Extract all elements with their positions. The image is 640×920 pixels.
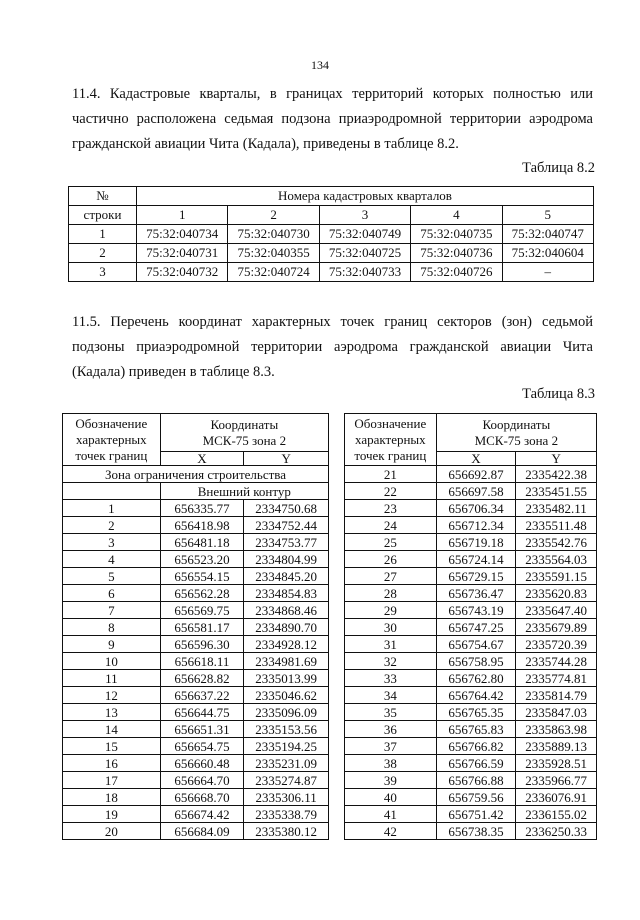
point-number-cell: 12 [63,687,161,704]
point-number-cell: 42 [345,823,437,840]
header-label-line: точек границ [75,447,148,463]
paragraph-line: подзоны приаэродромной территории аэродрома гражданской авиации Чита [72,339,593,355]
cadastral-quarters-table [68,186,594,282]
point-number-cell: 36 [345,721,437,738]
point-number-cell: 21 [345,466,437,483]
point-number-cell: 39 [345,772,437,789]
table-row [63,585,329,602]
point-number-cell: 41 [345,806,437,823]
y-coordinate-cell: 2334752.44 [244,517,329,534]
cadastral-quarter-cell: 75:32:040730 [228,225,319,244]
y-coordinate-cell: 2335482.11 [516,500,597,517]
y-coordinate-cell: 2335422.38 [516,466,597,483]
cadastral-quarter-cell: 75:32:040726 [411,263,502,282]
cadastral-quarter-cell: 75:32:040725 [319,244,410,263]
x-coordinate-cell: 656664.70 [160,772,244,789]
point-number-cell: 25 [345,534,437,551]
x-coordinate-cell: 656766.88 [436,772,516,789]
y-coordinate-cell: 2335744.28 [516,653,597,670]
point-number-cell: 22 [345,483,437,500]
table-row [345,483,597,500]
zone-title: Зона ограничения строительства [63,466,329,483]
cadastral-quarter-cell: 75:32:040355 [228,244,319,263]
point-number-cell: 31 [345,636,437,653]
table-row [345,738,597,755]
y-coordinate-cell: 2334890.70 [244,619,329,636]
table-row [63,534,329,551]
y-coordinate-cell: 2335814.79 [516,687,597,704]
table-row [345,534,597,551]
table-row [345,619,597,636]
table-row [345,789,597,806]
point-number-cell: 8 [63,619,161,636]
y-coordinate-cell: 2335153.56 [244,721,329,738]
table-row [69,244,594,263]
y-coordinate-cell: 2335013.99 [244,670,329,687]
x-coordinate-cell: 656628.82 [160,670,244,687]
header-group: Номера кадастровых кварталов [137,187,594,206]
table-row [63,636,329,653]
cadastral-quarter-cell: 75:32:040747 [502,225,593,244]
x-coordinate-cell: 656724.14 [436,551,516,568]
x-coordinate-cell: 656719.18 [436,534,516,551]
table-row [63,738,329,755]
point-number-cell: 32 [345,653,437,670]
header-label-line: МСК-75 зона 2 [202,432,287,448]
paragraph-line: 11.4. Кадастровые кварталы, в границах территорий которых полностью или [72,86,593,102]
paragraph-line: 11.5. Перечень координат характерных точек границ секторов (зон) седьмой [72,314,593,330]
point-number-cell: 16 [63,755,161,772]
y-coordinate-cell: 2335380.12 [244,823,329,840]
y-coordinate-cell: 2335306.11 [244,789,329,806]
paragraph-11-4 [72,82,593,157]
header-label-line: точек границ [354,447,427,463]
y-coordinate-cell: 2335863.98 [516,721,597,738]
y-coordinate-cell: 2334854.83 [244,585,329,602]
header-coords [436,414,596,452]
header-x: X [436,452,516,466]
y-coordinate-cell: 2335096.09 [244,704,329,721]
header-point-label [63,414,161,466]
y-coordinate-cell: 2335679.89 [516,619,597,636]
header-row-number [69,187,137,206]
cadastral-quarter-cell: 75:32:040736 [411,244,502,263]
header-label-line: Координаты [210,416,279,432]
table-row [63,772,329,789]
header-label-line: характерных [76,431,147,447]
y-coordinate-cell: 2335774.81 [516,670,597,687]
paragraph-line: (Кадала) приведен в таблице 8.3. [72,364,275,380]
table-row [345,806,597,823]
table-row [345,517,597,534]
table-8-3-caption: Таблица 8.3 [522,386,595,402]
y-coordinate-cell: 2336076.91 [516,789,597,806]
y-coordinate-cell: 2334753.77 [244,534,329,551]
x-coordinate-cell: 656660.48 [160,755,244,772]
cadastral-quarter-cell: 75:32:040735 [411,225,502,244]
x-coordinate-cell: 656418.98 [160,517,244,534]
table-row [345,755,597,772]
y-coordinate-cell: 2336155.02 [516,806,597,823]
x-coordinate-cell: 656651.31 [160,721,244,738]
y-coordinate-cell: 2334981.69 [244,653,329,670]
point-number-cell: 29 [345,602,437,619]
x-coordinate-cell: 656637.22 [160,687,244,704]
point-number-cell: 15 [63,738,161,755]
y-coordinate-cell: 2335591.15 [516,568,597,585]
y-coordinate-cell: 2335847.03 [516,704,597,721]
x-coordinate-cell: 656569.75 [160,602,244,619]
table-row [345,704,597,721]
cadastral-quarter-cell: 75:32:040732 [137,263,228,282]
table-row [63,568,329,585]
x-coordinate-cell: 656758.95 [436,653,516,670]
x-coordinate-cell: 656674.42 [160,806,244,823]
header-y: Y [516,452,597,466]
point-number-cell: 23 [345,500,437,517]
x-coordinate-cell: 656751.42 [436,806,516,823]
x-coordinate-cell: 656335.77 [160,500,244,517]
table-row [63,653,329,670]
cadastral-quarter-cell: 75:32:040604 [502,244,593,263]
point-number-cell: 27 [345,568,437,585]
y-coordinate-cell: 2334928.12 [244,636,329,653]
table-row [63,670,329,687]
x-coordinate-cell: 656759.56 [436,789,516,806]
y-coordinate-cell: 2335620.83 [516,585,597,602]
header-label-line: Обозначение [75,415,148,431]
table-row [345,823,597,840]
y-coordinate-cell: 2334804.99 [244,551,329,568]
x-coordinate-cell: 656765.83 [436,721,516,738]
x-coordinate-cell: 656596.30 [160,636,244,653]
x-coordinate-cell: 656706.34 [436,500,516,517]
point-number-cell: 35 [345,704,437,721]
paragraph-11-5 [72,310,593,385]
page-number: 134 [311,58,329,72]
point-number-cell: 34 [345,687,437,704]
point-number-cell: 33 [345,670,437,687]
x-coordinate-cell: 656762.80 [436,670,516,687]
column-header: 3 [319,206,410,225]
paragraph-line: гражданской авиации Чита (Кадала), приведены в таблице 8.2. [72,136,459,152]
point-number-cell: 28 [345,585,437,602]
x-coordinate-cell: 656562.28 [160,585,244,602]
point-number-cell: 3 [63,534,161,551]
header-label-line: Обозначение [354,415,427,431]
header-point-label [345,414,437,466]
table-row [63,687,329,704]
table-row [345,687,597,704]
column-header: 5 [502,206,593,225]
point-number-cell: 7 [63,602,161,619]
x-coordinate-cell: 656712.34 [436,517,516,534]
table-row [63,806,329,823]
header-x: X [160,452,244,466]
y-coordinate-cell: 2335046.62 [244,687,329,704]
row-number-cell: 3 [69,263,137,282]
x-coordinate-cell: 656747.25 [436,619,516,636]
point-number-cell: 26 [345,551,437,568]
table-row [63,602,329,619]
y-coordinate-cell: 2335274.87 [244,772,329,789]
y-coordinate-cell: 2335928.51 [516,755,597,772]
point-number-cell: 1 [63,500,161,517]
x-coordinate-cell: 656481.18 [160,534,244,551]
header-row-number-label: строки [69,206,137,225]
table-row [69,263,594,282]
paragraph-line: частично расположена седьмая подзона приаэродромной территории аэродрома [72,111,593,127]
table-row [63,551,329,568]
x-coordinate-cell: 656654.75 [160,738,244,755]
point-number-cell: 40 [345,789,437,806]
point-number-cell: 30 [345,619,437,636]
x-coordinate-cell: 656644.75 [160,704,244,721]
cadastral-quarter-cell: 75:32:040733 [319,263,410,282]
x-coordinate-cell: 656764.42 [436,687,516,704]
cadastral-quarter-cell: 75:32:040734 [137,225,228,244]
cadastral-quarter-cell: 75:32:040731 [137,244,228,263]
table-8-2-caption: Таблица 8.2 [522,160,595,176]
table-row [345,653,597,670]
row-number-cell: 2 [69,244,137,263]
x-coordinate-cell: 656766.82 [436,738,516,755]
point-number-cell: 10 [63,653,161,670]
x-coordinate-cell: 656765.35 [436,704,516,721]
point-number-cell: 4 [63,551,161,568]
point-number-cell: 11 [63,670,161,687]
point-number-cell: 13 [63,704,161,721]
table-row [345,772,597,789]
point-number-cell: 20 [63,823,161,840]
y-coordinate-cell: 2335720.39 [516,636,597,653]
point-number-cell: 14 [63,721,161,738]
point-number-cell: 38 [345,755,437,772]
table-row [63,721,329,738]
header-label-line: МСК-75 зона 2 [474,432,559,448]
table-row [63,619,329,636]
table-row [63,823,329,840]
point-number-cell: 19 [63,806,161,823]
point-number-cell: 9 [63,636,161,653]
header-label-line: характерных [355,431,426,447]
table-row [345,602,597,619]
x-coordinate-cell: 656692.87 [436,466,516,483]
point-number-cell: 18 [63,789,161,806]
point-number-cell: 2 [63,517,161,534]
x-coordinate-cell: 656754.67 [436,636,516,653]
row-number-cell: 1 [69,225,137,244]
y-coordinate-cell: 2335564.03 [516,551,597,568]
x-coordinate-cell: 656736.47 [436,585,516,602]
table-row [345,551,597,568]
y-coordinate-cell: 2335966.77 [516,772,597,789]
header-coords [160,414,328,452]
y-coordinate-cell: 2335647.40 [516,602,597,619]
cadastral-quarter-cell: – [502,263,593,282]
x-coordinate-cell: 656668.70 [160,789,244,806]
point-number-cell: 5 [63,568,161,585]
x-coordinate-cell: 656697.58 [436,483,516,500]
coordinates-table-left [62,413,329,840]
cadastral-quarter-cell: 75:32:040724 [228,263,319,282]
table-row [63,755,329,772]
x-coordinate-cell: 656581.17 [160,619,244,636]
header-y: Y [244,452,329,466]
y-coordinate-cell: 2334750.68 [244,500,329,517]
coordinates-table-right [344,413,597,840]
table-row [63,500,329,517]
x-coordinate-cell: 656729.15 [436,568,516,585]
table-row [63,517,329,534]
table-row [345,670,597,687]
cadastral-quarter-cell: 75:32:040749 [319,225,410,244]
y-coordinate-cell: 2335542.76 [516,534,597,551]
y-coordinate-cell: 2335338.79 [244,806,329,823]
column-header: 2 [228,206,319,225]
table-row [63,789,329,806]
header-label-line: Координаты [482,416,551,432]
x-coordinate-cell: 656523.20 [160,551,244,568]
table-row [345,466,597,483]
x-coordinate-cell: 656554.15 [160,568,244,585]
table-row [345,721,597,738]
column-header: 1 [137,206,228,225]
point-number-cell: 24 [345,517,437,534]
x-coordinate-cell: 656618.11 [160,653,244,670]
table-row [63,704,329,721]
contour-title: Внешний контур [160,483,328,500]
header-label: № [96,188,109,203]
y-coordinate-cell: 2336250.33 [516,823,597,840]
y-coordinate-cell: 2334868.46 [244,602,329,619]
x-coordinate-cell: 656766.59 [436,755,516,772]
x-coordinate-cell: 656743.19 [436,602,516,619]
point-number-cell: 37 [345,738,437,755]
y-coordinate-cell: 2335194.25 [244,738,329,755]
y-coordinate-cell: 2335511.48 [516,517,597,534]
y-coordinate-cell: 2334845.20 [244,568,329,585]
y-coordinate-cell: 2335889.13 [516,738,597,755]
column-header: 4 [411,206,502,225]
point-number-cell: 17 [63,772,161,789]
table-row [69,225,594,244]
table-row [345,500,597,517]
table-row [345,585,597,602]
table-row [345,636,597,653]
y-coordinate-cell: 2335231.09 [244,755,329,772]
x-coordinate-cell: 656684.09 [160,823,244,840]
table-row [345,568,597,585]
y-coordinate-cell: 2335451.55 [516,483,597,500]
point-number-cell: 6 [63,585,161,602]
x-coordinate-cell: 656738.35 [436,823,516,840]
